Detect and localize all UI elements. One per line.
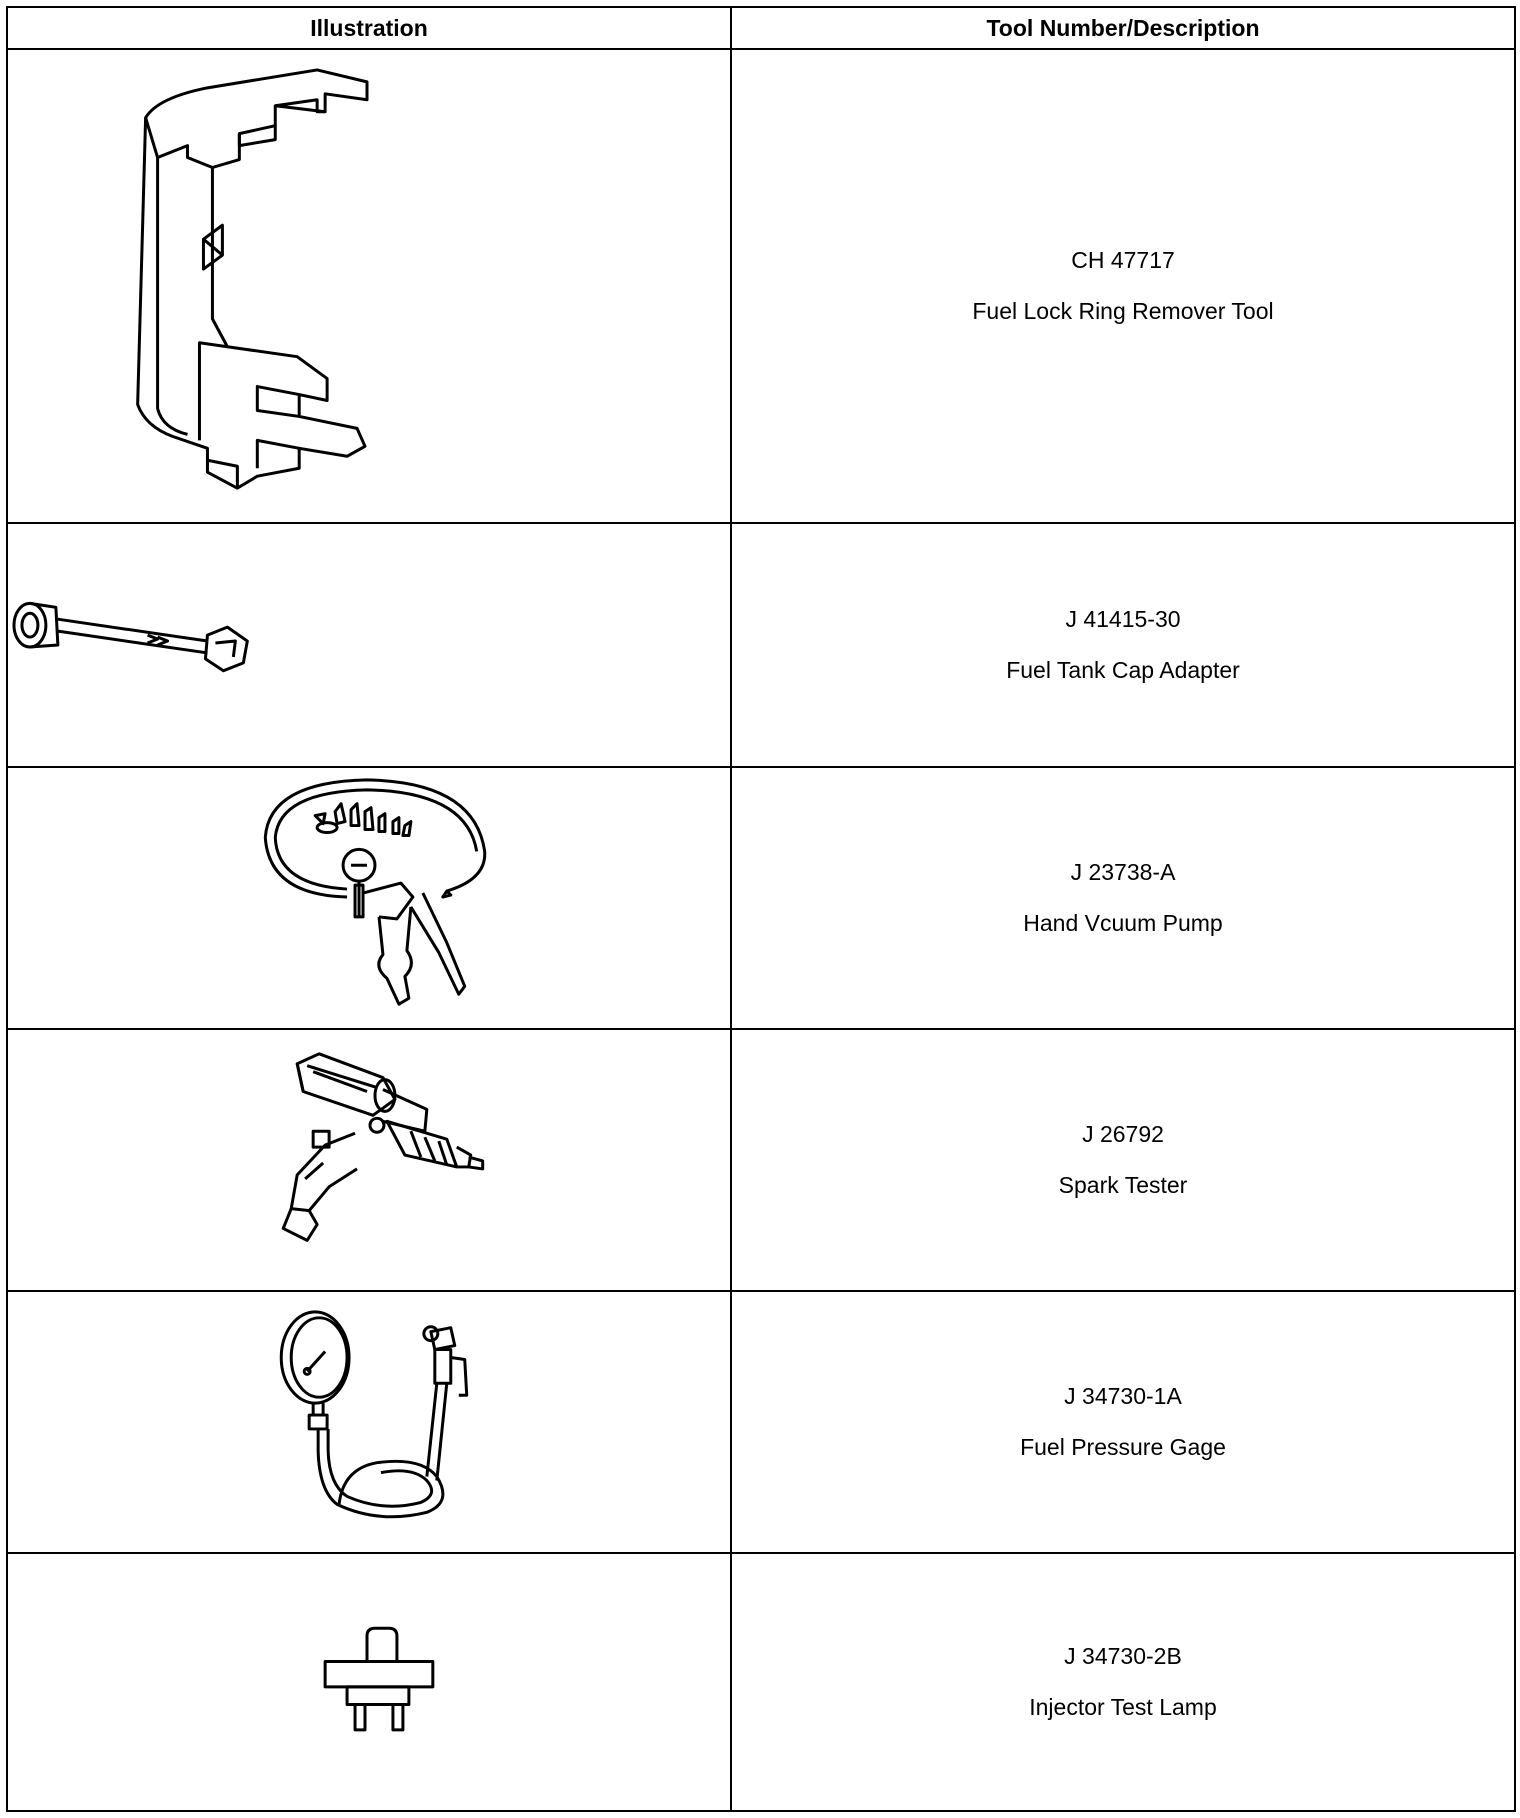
tool-number: J 34730-2B [1064, 1643, 1182, 1669]
header-illustration: Illustration [7, 7, 731, 49]
description-cell [731, 523, 1515, 767]
spark-tester-icon [8, 1030, 730, 1290]
description-cell [731, 49, 1515, 523]
table-row [7, 49, 1515, 523]
illustration-cell [7, 523, 731, 767]
description-cell [731, 1029, 1515, 1291]
table-row [7, 767, 1515, 1029]
lock-ring-remover-icon [8, 50, 730, 522]
description-cell [731, 1553, 1515, 1811]
special-tools-table [6, 6, 1516, 1812]
table-row [7, 523, 1515, 767]
table-row [7, 1291, 1515, 1553]
illustration-cell [7, 1553, 731, 1811]
test-lamp-icon [8, 1554, 730, 1810]
tool-description: Hand Vcuum Pump [1023, 910, 1223, 936]
header-row [7, 7, 1515, 49]
tool-description: Injector Test Lamp [1029, 1694, 1217, 1720]
tank-cap-adapter-icon [8, 524, 730, 766]
tool-description: Fuel Tank Cap Adapter [1006, 657, 1240, 683]
table-row [7, 1553, 1515, 1811]
description-cell [731, 767, 1515, 1029]
tool-description: Spark Tester [1058, 1172, 1188, 1198]
illustration-cell [7, 1029, 731, 1291]
pressure-gage-icon [8, 1292, 730, 1552]
header-tool-description: Tool Number/Description [731, 7, 1515, 49]
illustration-cell [7, 49, 731, 523]
tool-number: J 41415-30 [1065, 606, 1181, 632]
illustration-cell [7, 1291, 731, 1553]
tool-number: CH 47717 [1071, 247, 1175, 273]
table-row [7, 1029, 1515, 1291]
vacuum-pump-icon [8, 768, 730, 1028]
illustration-cell [7, 767, 731, 1029]
tool-number: J 26792 [1082, 1121, 1164, 1147]
tool-description: Fuel Lock Ring Remover Tool [972, 298, 1274, 324]
description-cell [731, 1291, 1515, 1553]
tool-number: J 34730-1A [1064, 1383, 1182, 1409]
tool-description: Fuel Pressure Gage [1020, 1434, 1226, 1460]
tool-number: J 23738-A [1070, 859, 1176, 885]
